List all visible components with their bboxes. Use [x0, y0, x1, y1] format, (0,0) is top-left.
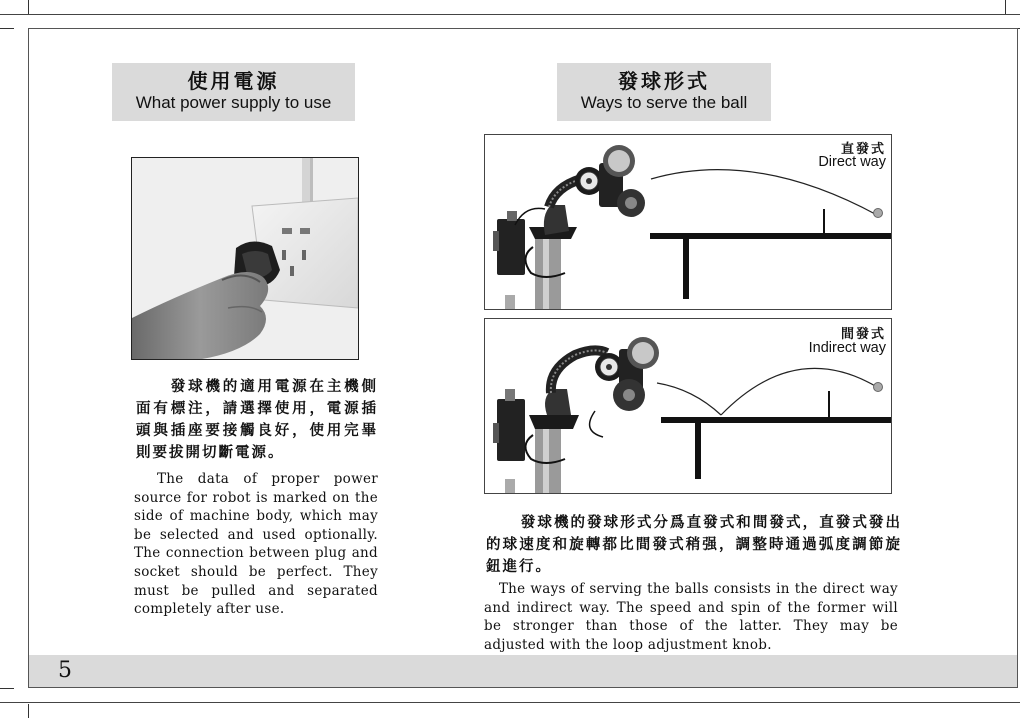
left-heading — [112, 63, 355, 121]
left-paragraph-en: The data of proper power source for robot is marked on the side of machine body, which may be selected and used optionally. The connection between plug and socket should be perfect. They must be pulled and separated completely after use. — [134, 471, 378, 618]
indirect-label-en: Indirect way — [808, 340, 886, 356]
footer-bar — [29, 655, 1017, 687]
right-paragraph-en: The ways of serving the balls consists in the direct way and indirect way. The speed and spin of the former will be stronger than those of the latter. They may be adjusted with the loop adjustment knob. — [484, 581, 898, 653]
left-heading-cn: 使用電源 — [187, 69, 280, 93]
power-plug-photo — [131, 157, 359, 360]
right-heading — [557, 63, 771, 121]
crop-mark — [0, 702, 1020, 703]
left-heading-en: What power supply to use — [135, 93, 332, 112]
direct-label-cn: 直發式 — [840, 142, 886, 157]
crop-mark — [0, 28, 14, 29]
crop-mark — [1005, 0, 1006, 14]
crop-mark — [0, 688, 14, 689]
indirect-label-cn: 間發式 — [840, 327, 886, 342]
direct-label-en: Direct way — [818, 154, 886, 170]
left-paragraph-cn: 發球機的適用電源在主機側面有標注，請選擇使用，電源插頭與插座要接觸良好，使用完畢則要拔開切斷電源。 — [136, 378, 378, 461]
right-paragraph-cn: 發球機的發球形式分爲直發式和間發式，直發式發出的球速度和旋轉都比間發式稍强，調整時通過弧度調節旋鈕進行。 — [486, 514, 902, 575]
hand-plugging-socket-icon — [132, 158, 358, 359]
right-heading-cn: 發球形式 — [618, 69, 710, 93]
right-heading-en: Ways to serve the ball — [580, 93, 748, 112]
crop-mark — [28, 704, 29, 718]
page-number: 5 — [58, 658, 72, 683]
crop-mark — [0, 14, 1020, 15]
crop-mark — [28, 0, 29, 14]
